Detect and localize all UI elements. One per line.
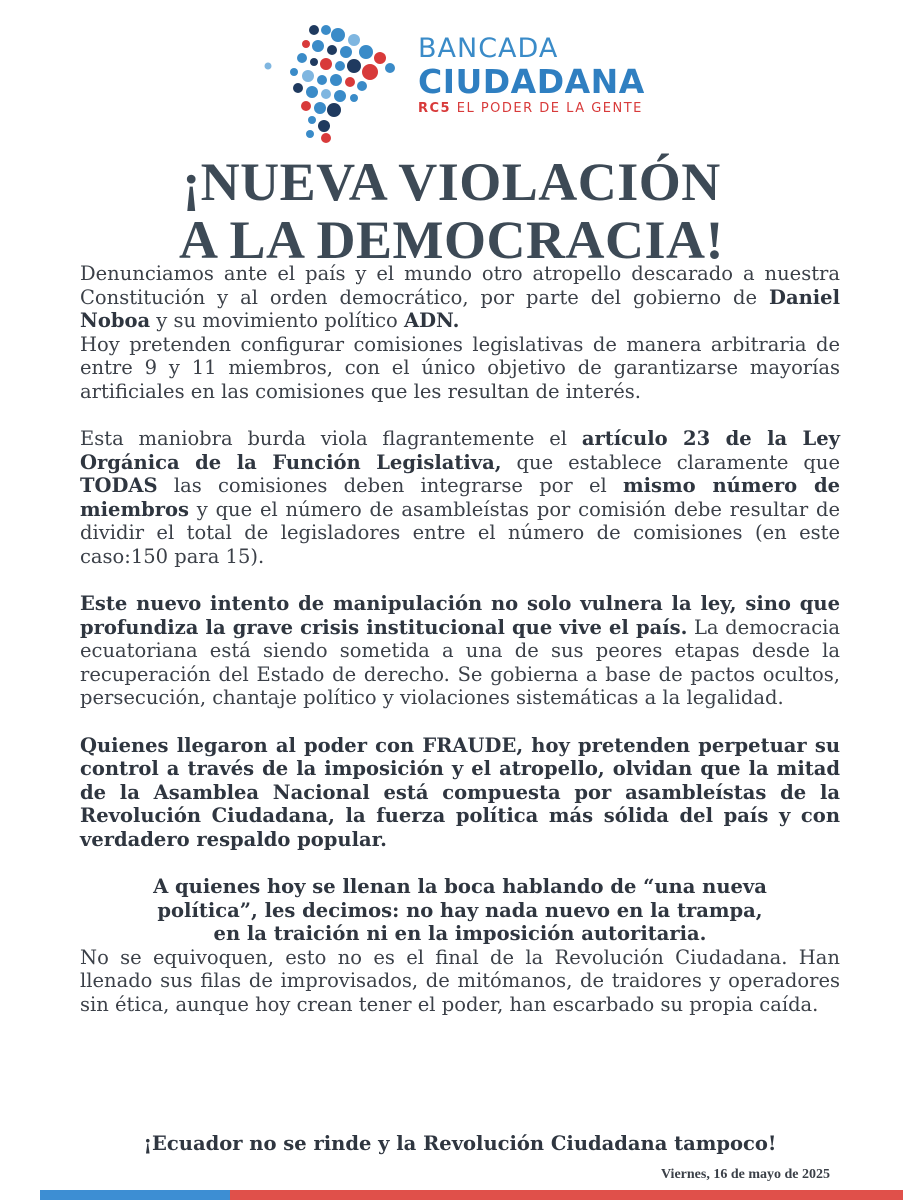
footer-stripe-red <box>230 1190 903 1200</box>
p5-line-2: política”, les decimos: no hay nada nuevo en la trampa, <box>157 898 763 922</box>
paragraph-6: No se equivoquen, esto no es el final de la Revolución Ciudadana. Han llenado sus filas de improvisados, de mitómanos, de traidores y operadores sin ética, aunque hoy crean tener el poder, han escarbado su propia caída. <box>80 945 840 1016</box>
p1-daniel-noboa: Daniel Noboa <box>80 285 840 332</box>
logo-text <box>418 34 645 118</box>
logo-tagline <box>418 100 645 118</box>
dot-map-icon <box>262 22 412 144</box>
p2-text-c: que establece claramente que <box>501 450 840 474</box>
p2-mismo-numero: mismo número de miembros <box>80 474 840 521</box>
p5-line-1: A quienes hoy se llenan la boca hablando de “una nueva <box>153 875 767 898</box>
logo-line-bancada: BANCADA <box>418 33 559 64</box>
p1-adn: ADN. <box>404 309 460 332</box>
statement-body <box>80 262 840 1016</box>
p1-text-c: y su movimiento político <box>150 309 404 332</box>
paragraph-4: Quienes llegaron al poder con FRAUDE, hoy pretenden perpetuar su control a través de la imposición y el atropello, olvidan que la mitad de la Asamblea Nacional está compuesta por asambleístas de la Revolución Ciudadana, la fuerza política más sólida del país y con verdadero respaldo popular. <box>80 733 840 851</box>
p2-articulo-23: artículo 23 de la Ley Orgánica de la Función Legislativa, <box>80 427 840 474</box>
paragraph-2 <box>80 427 840 568</box>
closing-slogan: ¡Ecuador no se rinde y la Revolución Ciudadana tampoco! <box>143 1132 777 1155</box>
p5-line-3: en la traición ni en la imposición autoritaria. <box>213 922 707 945</box>
paragraph-1b: Hoy pretenden configurar comisiones legislativas de manera arbitraria de entre 9 y 11 miembros, con el único objetivo de garantizarse mayorías artificiales en las comisiones que les resultan de interés. <box>80 332 840 403</box>
p3-bold: Este nuevo intento de manipulación no solo vulnera la ley, sino que profundiza la grave crisis institucional que vive el país. <box>80 592 840 639</box>
p2-text-g: y que el número de asambleístas por comisión debe resultar de dividir el total de legisladores entre el número de comisiones (en este caso:150 para 15). <box>80 497 840 568</box>
p2-todas: TODAS <box>80 474 158 497</box>
logo-tag-rest: EL PODER DE LA GENTE <box>451 101 643 116</box>
date-line: Viernes, 16 de mayo de 2025 <box>660 1167 830 1182</box>
headline-line-1: ¡NUEVA VIOLACIÓN <box>182 152 721 212</box>
logo-line-ciudadana: CIUDADANA <box>418 62 645 101</box>
p3-text: La democracia ecuatoriana está siendo sometida a una de sus peores etapas desde la recuperación del Estado de derecho. Se gobierna a base de pactos ocultos, persecución, chantaje político y violaciones sistemáticas a la legalidad. <box>80 615 840 709</box>
paragraph-5 <box>80 875 840 946</box>
p1-text-a: Denunciamos ante el país y el mundo otro atropello descarado a nuestra Constitución y al orden democrático, por parte del gobierno de <box>80 262 840 309</box>
p2-text-a: Esta maniobra burda viola flagrantemente el <box>80 427 582 450</box>
paragraph-3 <box>80 592 840 710</box>
paragraph-1 <box>80 262 840 333</box>
logo-tag-rc5: RC5 <box>418 101 452 116</box>
p2-text-e: las comisiones deben integrarse por el <box>157 474 623 497</box>
headline <box>0 153 903 269</box>
bancada-ciudadana-logo <box>262 22 672 144</box>
headline-line-2: A LA DEMOCRACIA! <box>178 210 725 270</box>
